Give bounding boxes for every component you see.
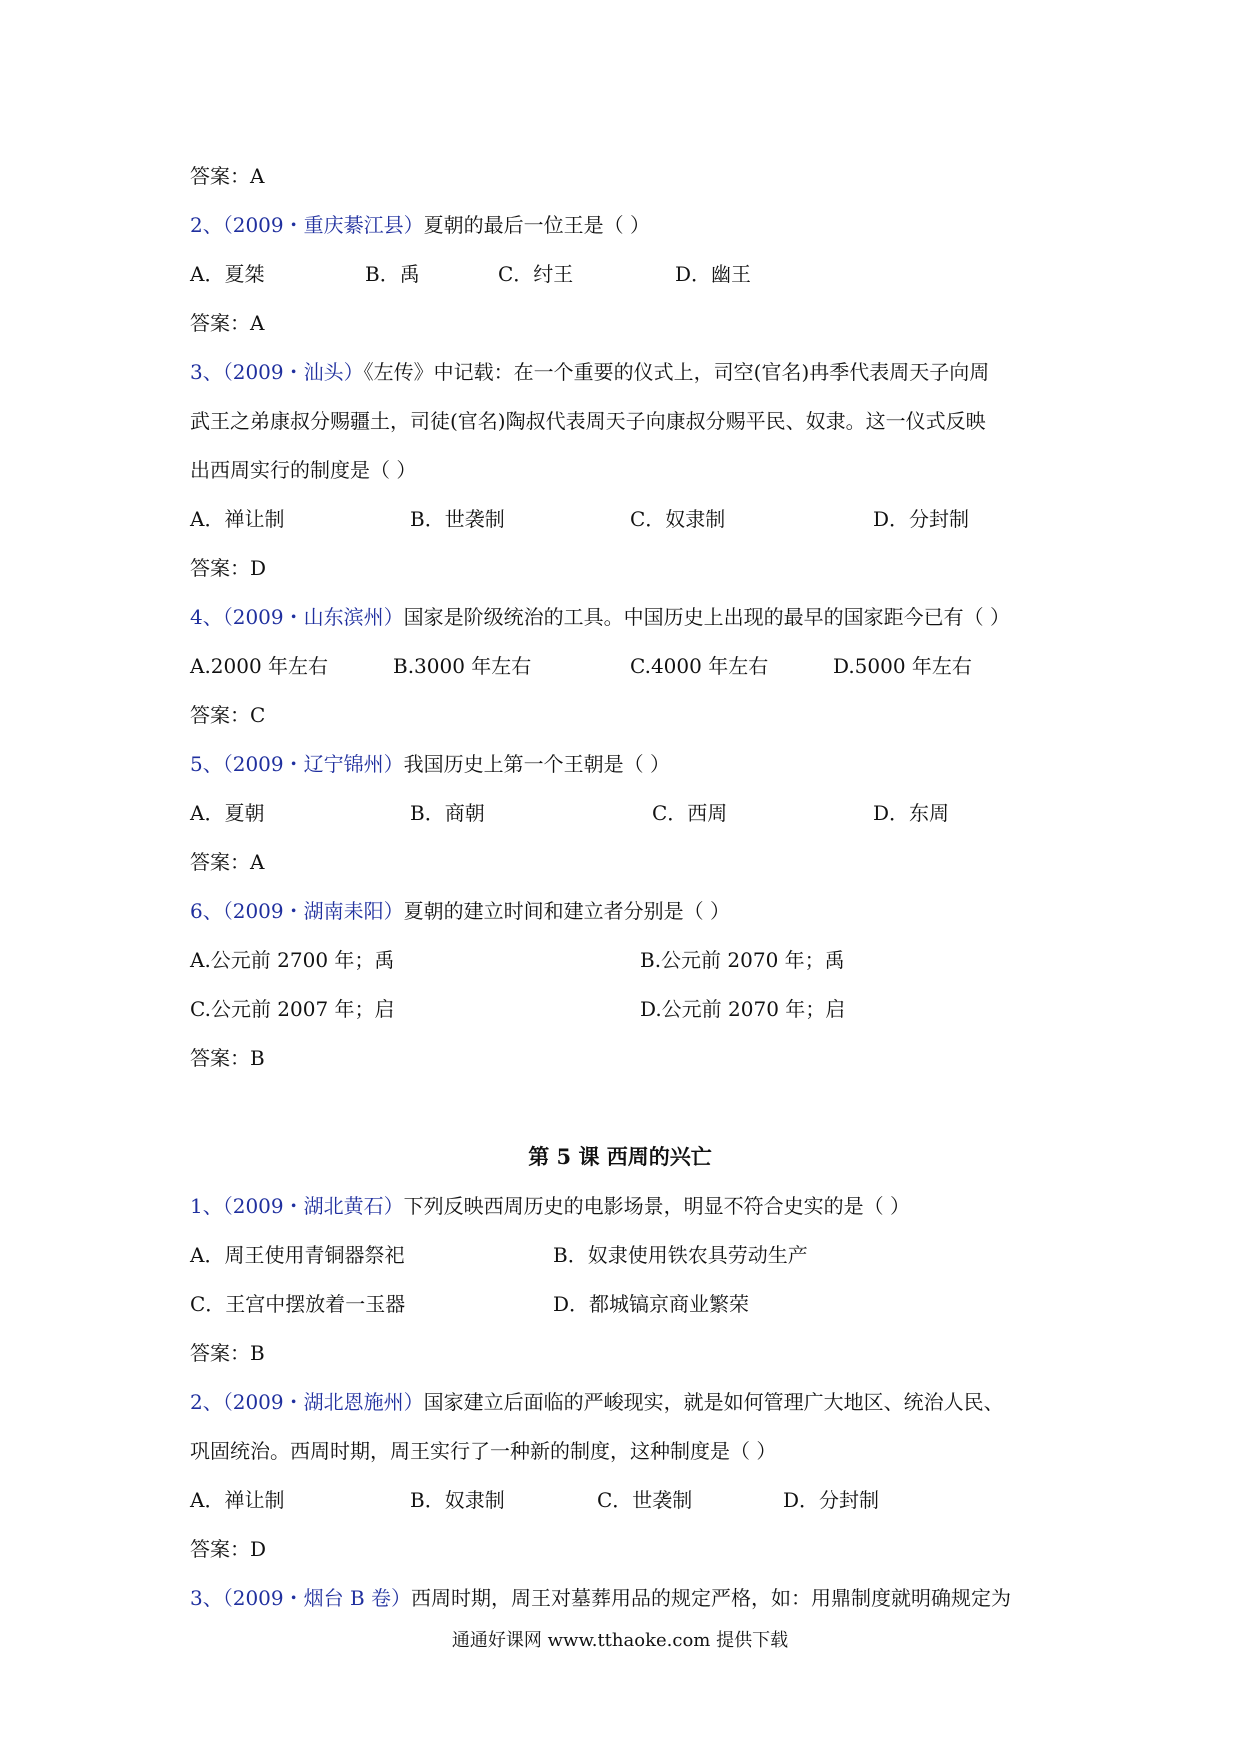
question-text: 国家建立后面临的严峻现实，就是如何管理广大地区、统治人民、: [423, 1390, 1004, 1414]
answer-text: 答案：B: [190, 1341, 265, 1365]
question-text: 下列反映西周历史的电影场景，明显不符合史实的是（ ）: [403, 1194, 910, 1218]
question-text: 《左传》中记载：在一个重要的仪式上，司空(官名)冉季代表周天子向周: [363, 360, 990, 384]
question-source: （2009・汕头）: [222, 360, 364, 384]
question-source: （2009・湖南耒阳）: [222, 899, 404, 923]
option-b: B．奴隶使用铁农具劳动生产: [553, 1243, 808, 1267]
option-d: D．幽王: [675, 262, 752, 286]
option-b: B．商朝: [410, 801, 485, 825]
question-number: 6、: [190, 899, 223, 923]
option-d: D．东周: [873, 801, 950, 825]
option-c: C．世袭制: [597, 1488, 693, 1512]
option-a: A．夏朝: [190, 801, 265, 825]
question-source: （2009・重庆綦江县）: [222, 213, 424, 237]
answer-text: 答案：A: [190, 850, 265, 874]
page-footer: 通通好课网 www.tthaoke.com 提供下载: [451, 1630, 789, 1651]
option-d: D.5000 年左右: [833, 654, 972, 678]
question-3: [190, 1584, 1011, 1612]
option-b: B．奴隶制: [410, 1488, 505, 1512]
question-source: （2009・湖北黄石）: [222, 1194, 404, 1218]
option-b: B．世袭制: [410, 507, 505, 531]
answer-text: 答案：D: [190, 556, 267, 580]
option-a: A．夏桀: [190, 262, 265, 286]
option-c: C．王宫中摆放着一玉器: [190, 1292, 406, 1316]
option-d: D．都城镐京商业繁荣: [553, 1292, 750, 1316]
answer-text: 答案：D: [190, 1537, 267, 1561]
answer-text: 答案：A: [190, 164, 265, 188]
question-number: 5、: [190, 752, 223, 776]
question-5: [190, 750, 670, 778]
question-source: （2009・烟台 B 卷）: [222, 1586, 412, 1610]
question-number: 4、: [190, 605, 223, 629]
option-c: C．纣王: [498, 262, 574, 286]
option-a: A．禅让制: [190, 1488, 285, 1512]
question-source: （2009・湖北恩施州）: [222, 1390, 424, 1414]
option-d: D.公元前 2070 年；启: [640, 997, 846, 1021]
lesson-title: 第 5 课 西周的兴亡: [528, 1144, 712, 1169]
option-c: C．奴隶制: [630, 507, 726, 531]
question-6: [190, 897, 730, 925]
question-1: [190, 1192, 910, 1220]
question-number: 3、: [190, 360, 223, 384]
option-d: D．分封制: [873, 507, 970, 531]
question-text-line: 武王之弟康叔分赐疆土，司徒(官名)陶叔代表周天子向康叔分赐平民、奴隶。这一仪式反映: [190, 409, 986, 433]
question-text: 夏朝的建立时间和建立者分别是（ ）: [403, 899, 730, 923]
option-c: C.4000 年左右: [630, 654, 769, 678]
question-4: [190, 603, 1010, 631]
option-a: A．周王使用青铜器祭祀: [190, 1243, 405, 1267]
option-d: D．分封制: [783, 1488, 880, 1512]
question-text-line: 出西周实行的制度是（ ）: [190, 458, 417, 482]
question-2: [190, 1388, 1004, 1416]
question-3: [190, 358, 989, 386]
question-number: 2、: [190, 1390, 223, 1414]
answer-text: 答案：C: [190, 703, 266, 727]
option-a: A．禅让制: [190, 507, 285, 531]
question-text: 西周时期，周王对墓葬用品的规定严格，如：用鼎制度就明确规定为: [411, 1586, 1012, 1610]
option-b: B.3000 年左右: [393, 654, 532, 678]
option-c: C.公元前 2007 年；启: [190, 997, 395, 1021]
option-a: A.2000 年左右: [190, 654, 329, 678]
answer-text: 答案：A: [190, 311, 265, 335]
question-number: 3、: [190, 1586, 223, 1610]
question-text-line: 巩固统治。西周时期，周王实行了一种新的制度，这种制度是（ ）: [190, 1439, 777, 1463]
question-text: 国家是阶级统治的工具。中国历史上出现的最早的国家距今已有（ ）: [403, 605, 1010, 629]
answer-text: 答案：B: [190, 1046, 265, 1070]
option-b: B.公元前 2070 年；禹: [640, 948, 845, 972]
question-2: [190, 211, 650, 239]
option-a: A.公元前 2700 年；禹: [190, 948, 395, 972]
option-b: B．禹: [365, 262, 420, 286]
option-c: C．西周: [652, 801, 728, 825]
question-text: 夏朝的最后一位王是（ ）: [423, 213, 650, 237]
question-text: 我国历史上第一个王朝是（ ）: [403, 752, 670, 776]
question-source: （2009・山东滨州）: [222, 605, 404, 629]
question-number: 2、: [190, 213, 223, 237]
question-number: 1、: [190, 1194, 223, 1218]
question-source: （2009・辽宁锦州）: [222, 752, 404, 776]
